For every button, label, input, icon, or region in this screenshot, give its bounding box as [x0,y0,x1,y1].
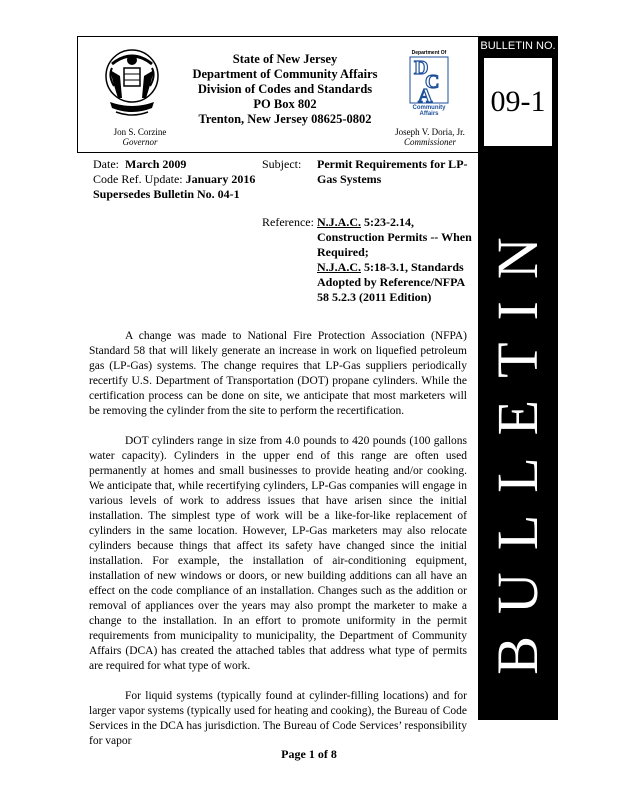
subject-value: Permit Requirements for LP-Gas Systems [317,157,468,186]
reference-1 [317,215,472,259]
header-top-rule [77,36,478,37]
code-ref-line [93,172,263,187]
logo-letter-c: C [425,71,440,93]
po-box: PO Box 802 [253,97,317,111]
reference-value [317,215,477,305]
logo-top-text: Department Of [411,50,447,56]
reference-2-text: 5:18-3.1, Standards Adopted by Reference/NFPA 58 5.2.3 (2011 Edition) [317,260,465,304]
nj-state-seal-icon [104,46,160,120]
letterhead [160,52,410,127]
state-name: State of New Jersey [232,52,338,66]
reference-2-link: N.J.A.C. [317,260,361,274]
city-address: Trenton, New Jersey 08625-0802 [198,112,372,126]
dca-logo-icon [408,48,450,116]
header-bottom-rule [77,152,478,153]
department-name: Department of Community Affairs [192,67,378,81]
governor-title: Governor [122,137,158,147]
body-paragraph-3: For liquid systems (typically found at cylinder-filling locations) and for larger vapor systems (typically used for heating and cooking), the Bureau of Code Services in the DCA has jurisdiction. The Bureau of Code Services’ responsibility for vapor [89,690,467,747]
page-number: Page 1 of 8 [281,747,337,761]
date-value: March 2009 [125,157,187,171]
commissioner-title: Commissioner [403,137,456,147]
reference-2 [317,260,465,304]
body-paragraph-1: A change was made to National Fire Protection Association (NFPA) Standard 58 that will likely generate an increase in work on liquefied petroleum gas (LP-Gas) systems. The change requires that LP-Gas suppliers periodically recertify U.S. Department of Transportation (DOT) propane cylinders. While the certification process can be done on site, we anticipate that most marketers will be removing the cylinder from the site to perform the recertification. [89,330,467,417]
reference-1-text: 5:23-2.14, Construction Permits -- When Required; [317,215,472,259]
division-name: Division of Codes and Standards [197,82,373,96]
logo-letter-d: D [414,57,429,79]
bulletin-no-label: BULLETIN NO. [480,40,556,52]
governor-block [100,127,180,147]
logo-bottom-text-1: Community [412,105,446,111]
reference-label: Reference: [262,215,314,229]
subject-label: Subject: [262,157,302,171]
logo-bottom-text-2: Affairs [419,111,439,116]
bulletin-body [89,329,467,764]
bulletin-vertical-word: BULLETIN [485,215,550,675]
supersedes-line [93,187,263,202]
supersedes-text: Supersedes Bulletin No. 04-1 [93,187,240,201]
header-left-rule [77,36,78,153]
reference-1-link: N.J.A.C. [317,215,361,229]
code-ref-value: January 2016 [185,172,256,186]
commissioner-name: Joseph V. Doria, Jr. [395,127,465,137]
bulletin-number: 09-1 [484,58,552,146]
commissioner-block [380,127,480,147]
body-paragraph-2: DOT cylinders range in size from 4.0 pounds to 420 pounds (100 gallons water capacity). Cylinders in the upper end of this range are often used permanently at homes and small businesses to provide heating and/or cooking. We anticipate that, while recertifying cylinders, LP-Gas companies will engage in various levels of work to address issues that have arisen since the initial installation. The simplest type of work will be a like-for-like replacement of cylinders in the same location. However, LP-Gas marketers may also relocate cylinders because things that affect its safety have changed since the initial installation. For example, the installation of air-conditioning equipment, installation of new windows or doors, or new building additions can all have an effect on the code compliance of an installation. Changes such as the addition or removal of appliances over the years may also prompt the marketer to make a change to the installation. In an effort to promote uniformity in the permit requirements from municipality to municipality, the Department of Community Affairs (DCA) has created the attached tables that address what type of permits are required for what type of work. [89,435,467,672]
governor-name: Jon S. Corzine [113,127,167,137]
date-line [93,157,263,172]
date-label: Date: [93,157,119,171]
date-block [93,157,263,202]
logo-letter-a: A [418,85,433,107]
code-ref-label: Code Ref. Update: [93,172,183,186]
